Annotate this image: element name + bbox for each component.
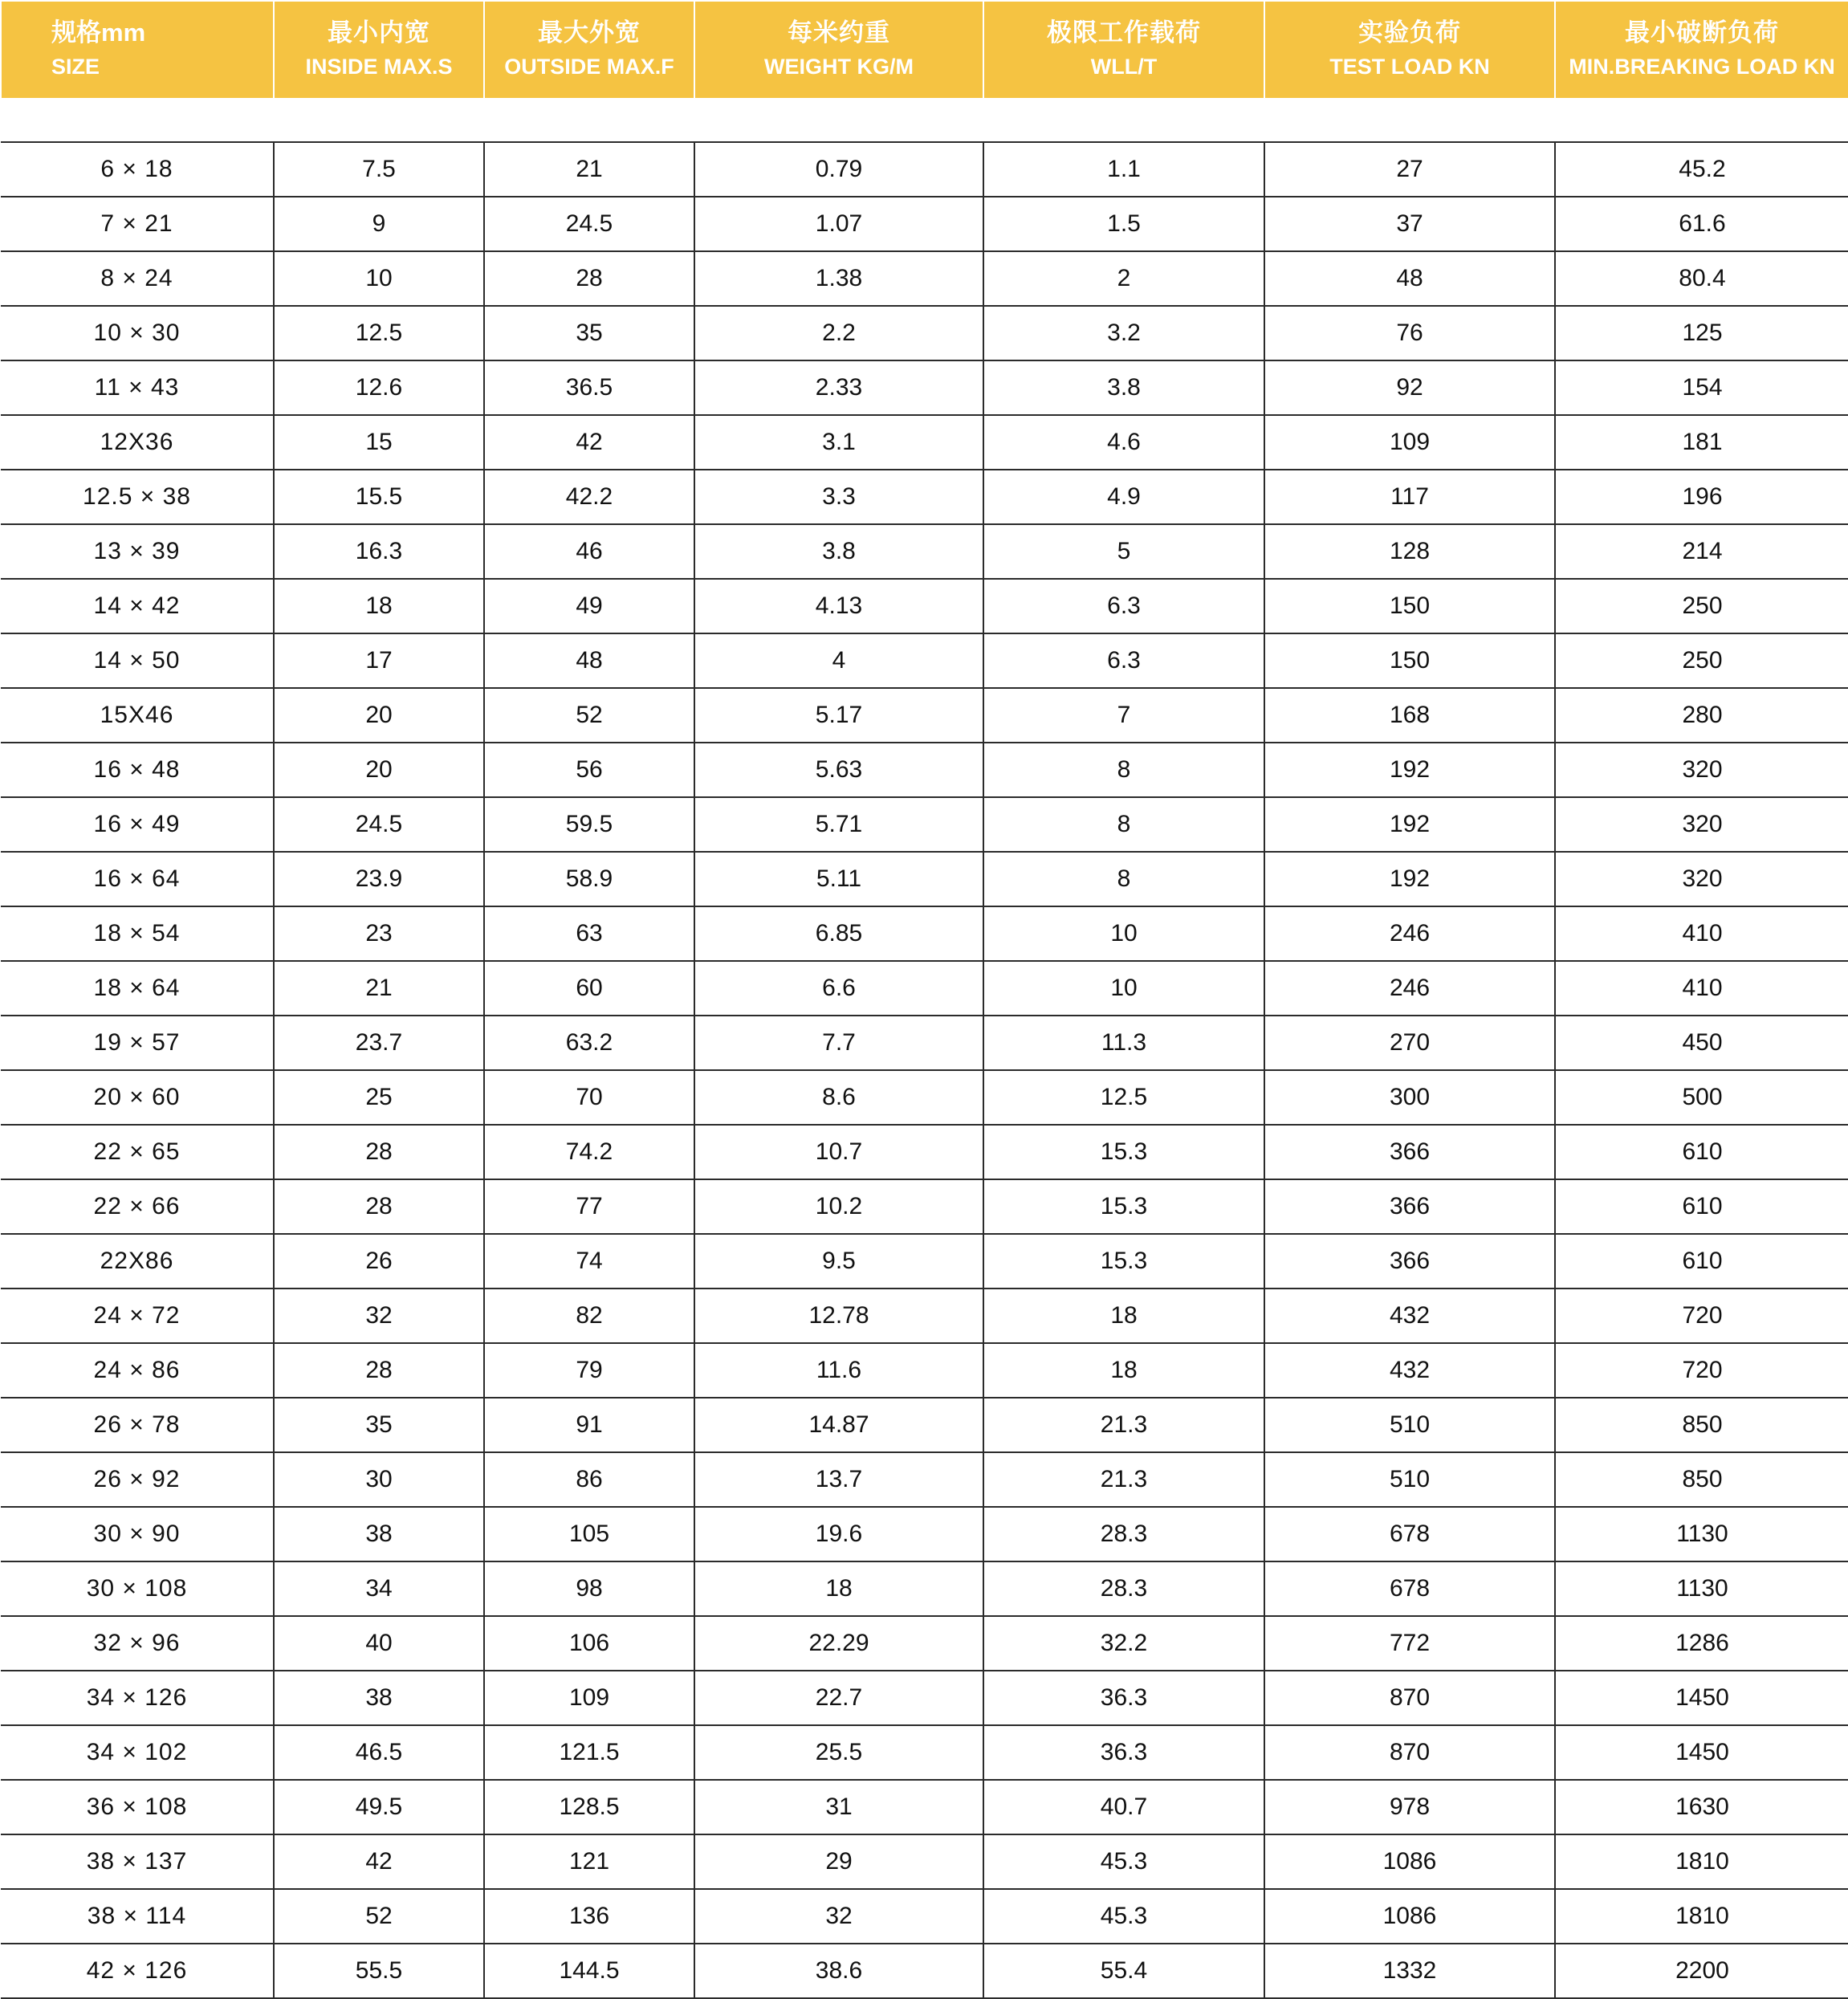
cell-inside-width: 7.5 xyxy=(274,142,484,197)
column-header-test-load xyxy=(1264,1,1555,99)
cell-size: 32 × 96 xyxy=(1,1616,274,1671)
cell-breaking-load: 320 xyxy=(1555,852,1848,906)
cell-breaking-load: 1810 xyxy=(1555,1889,1848,1944)
table-row xyxy=(1,1452,1848,1507)
cell-size: 34 × 126 xyxy=(1,1671,274,1725)
cell-size: 16 × 49 xyxy=(1,797,274,852)
cell-wll: 11.3 xyxy=(983,1016,1264,1070)
cell-weight: 11.6 xyxy=(694,1343,983,1398)
cell-weight: 5.17 xyxy=(694,688,983,743)
cell-outside-width: 52 xyxy=(484,688,694,743)
table-row xyxy=(1,852,1848,906)
cell-breaking-load: 1450 xyxy=(1555,1671,1848,1725)
cell-size: 16 × 64 xyxy=(1,852,274,906)
cell-wll: 36.3 xyxy=(983,1671,1264,1725)
cell-test-load: 246 xyxy=(1264,906,1555,961)
cell-outside-width: 60 xyxy=(484,961,694,1016)
column-header-breaking-load-cn: 最小破断负荷 xyxy=(1625,18,1779,47)
cell-breaking-load: 196 xyxy=(1555,470,1848,524)
cell-wll: 32.2 xyxy=(983,1616,1264,1671)
cell-inside-width: 28 xyxy=(274,1343,484,1398)
table-row xyxy=(1,1070,1848,1125)
table-row xyxy=(1,197,1848,251)
cell-size: 11 × 43 xyxy=(1,360,274,415)
cell-outside-width: 36.5 xyxy=(484,360,694,415)
cell-size: 22 × 65 xyxy=(1,1125,274,1179)
cell-weight: 13.7 xyxy=(694,1452,983,1507)
header-row xyxy=(1,1,1848,99)
cell-inside-width: 15 xyxy=(274,415,484,470)
cell-inside-width: 16.3 xyxy=(274,524,484,579)
cell-breaking-load: 610 xyxy=(1555,1125,1848,1179)
cell-weight: 14.87 xyxy=(694,1398,983,1452)
cell-weight: 10.7 xyxy=(694,1125,983,1179)
cell-inside-width: 20 xyxy=(274,743,484,797)
cell-test-load: 432 xyxy=(1264,1343,1555,1398)
table-row xyxy=(1,1125,1848,1179)
cell-inside-width: 52 xyxy=(274,1889,484,1944)
table-header xyxy=(1,1,1848,99)
cell-wll: 28.3 xyxy=(983,1561,1264,1616)
cell-size: 14 × 42 xyxy=(1,579,274,633)
cell-test-load: 192 xyxy=(1264,852,1555,906)
table-row xyxy=(1,360,1848,415)
cell-breaking-load: 320 xyxy=(1555,797,1848,852)
cell-inside-width: 38 xyxy=(274,1507,484,1561)
cell-wll: 8 xyxy=(983,852,1264,906)
cell-wll: 36.3 xyxy=(983,1725,1264,1780)
cell-breaking-load: 1630 xyxy=(1555,1780,1848,1834)
cell-inside-width: 55.5 xyxy=(274,1944,484,1998)
cell-wll: 21.3 xyxy=(983,1452,1264,1507)
cell-outside-width: 42.2 xyxy=(484,470,694,524)
cell-wll: 6.3 xyxy=(983,579,1264,633)
cell-inside-width: 24.5 xyxy=(274,797,484,852)
cell-outside-width: 128.5 xyxy=(484,1780,694,1834)
cell-inside-width: 34 xyxy=(274,1561,484,1616)
cell-size: 18 × 64 xyxy=(1,961,274,1016)
column-header-weight-en: WEIGHT KG/M xyxy=(764,54,914,79)
cell-test-load: 870 xyxy=(1264,1725,1555,1780)
table-row xyxy=(1,524,1848,579)
table-body xyxy=(1,142,1848,1998)
cell-outside-width: 77 xyxy=(484,1179,694,1234)
cell-wll: 28.3 xyxy=(983,1507,1264,1561)
cell-outside-width: 121.5 xyxy=(484,1725,694,1780)
cell-outside-width: 35 xyxy=(484,306,694,360)
cell-breaking-load: 125 xyxy=(1555,306,1848,360)
cell-wll: 15.3 xyxy=(983,1125,1264,1179)
cell-test-load: 510 xyxy=(1264,1452,1555,1507)
column-header-wll-en: WLL/T xyxy=(1090,54,1158,79)
cell-weight: 5.63 xyxy=(694,743,983,797)
cell-breaking-load: 1286 xyxy=(1555,1616,1848,1671)
cell-breaking-load: 1810 xyxy=(1555,1834,1848,1889)
cell-size: 6 × 18 xyxy=(1,142,274,197)
cell-wll: 1.5 xyxy=(983,197,1264,251)
cell-wll: 4.9 xyxy=(983,470,1264,524)
cell-test-load: 510 xyxy=(1264,1398,1555,1452)
cell-outside-width: 79 xyxy=(484,1343,694,1398)
table-row xyxy=(1,688,1848,743)
column-header-wll xyxy=(983,1,1264,99)
cell-weight: 1.38 xyxy=(694,251,983,306)
cell-test-load: 117 xyxy=(1264,470,1555,524)
cell-wll: 8 xyxy=(983,797,1264,852)
cell-inside-width: 23 xyxy=(274,906,484,961)
cell-size: 38 × 114 xyxy=(1,1889,274,1944)
cell-wll: 8 xyxy=(983,743,1264,797)
table-row xyxy=(1,470,1848,524)
cell-size: 7 × 21 xyxy=(1,197,274,251)
cell-outside-width: 74 xyxy=(484,1234,694,1289)
cell-breaking-load: 850 xyxy=(1555,1398,1848,1452)
cell-outside-width: 48 xyxy=(484,633,694,688)
table-row xyxy=(1,1561,1848,1616)
table-row xyxy=(1,579,1848,633)
cell-inside-width: 38 xyxy=(274,1671,484,1725)
cell-breaking-load: 250 xyxy=(1555,633,1848,688)
column-header-inside-width-en: INSIDE MAX.S xyxy=(305,54,453,79)
cell-breaking-load: 850 xyxy=(1555,1452,1848,1507)
cell-test-load: 109 xyxy=(1264,415,1555,470)
column-header-size-cn: 规格mm xyxy=(51,18,146,47)
cell-inside-width: 28 xyxy=(274,1125,484,1179)
cell-size: 26 × 92 xyxy=(1,1452,274,1507)
cell-size: 16 × 48 xyxy=(1,743,274,797)
column-header-wll-cn: 极限工作载荷 xyxy=(1047,18,1201,47)
cell-inside-width: 46.5 xyxy=(274,1725,484,1780)
table-row xyxy=(1,251,1848,306)
cell-weight: 0.79 xyxy=(694,142,983,197)
table-row xyxy=(1,1179,1848,1234)
cell-wll: 7 xyxy=(983,688,1264,743)
cell-outside-width: 121 xyxy=(484,1834,694,1889)
cell-weight: 8.6 xyxy=(694,1070,983,1125)
cell-wll: 15.3 xyxy=(983,1234,1264,1289)
cell-outside-width: 74.2 xyxy=(484,1125,694,1179)
cell-inside-width: 40 xyxy=(274,1616,484,1671)
cell-weight: 4.13 xyxy=(694,579,983,633)
cell-size: 30 × 108 xyxy=(1,1561,274,1616)
cell-wll: 18 xyxy=(983,1289,1264,1343)
cell-weight: 38.6 xyxy=(694,1944,983,1998)
table-row xyxy=(1,743,1848,797)
column-header-size xyxy=(1,1,274,99)
cell-wll: 1.1 xyxy=(983,142,1264,197)
cell-breaking-load: 280 xyxy=(1555,688,1848,743)
cell-outside-width: 82 xyxy=(484,1289,694,1343)
cell-breaking-load: 410 xyxy=(1555,906,1848,961)
cell-wll: 2 xyxy=(983,251,1264,306)
cell-outside-width: 58.9 xyxy=(484,852,694,906)
cell-size: 14 × 50 xyxy=(1,633,274,688)
cell-wll: 3.2 xyxy=(983,306,1264,360)
cell-outside-width: 28 xyxy=(484,251,694,306)
cell-weight: 7.7 xyxy=(694,1016,983,1070)
cell-inside-width: 12.6 xyxy=(274,360,484,415)
cell-size: 12.5 × 38 xyxy=(1,470,274,524)
cell-test-load: 366 xyxy=(1264,1125,1555,1179)
column-header-breaking-load-en: MIN.BREAKING LOAD KN xyxy=(1569,54,1835,79)
cell-outside-width: 106 xyxy=(484,1616,694,1671)
cell-test-load: 1086 xyxy=(1264,1889,1555,1944)
cell-wll: 15.3 xyxy=(983,1179,1264,1234)
cell-inside-width: 20 xyxy=(274,688,484,743)
cell-breaking-load: 1450 xyxy=(1555,1725,1848,1780)
cell-size: 38 × 137 xyxy=(1,1834,274,1889)
cell-outside-width: 24.5 xyxy=(484,197,694,251)
cell-wll: 21.3 xyxy=(983,1398,1264,1452)
cell-size: 8 × 24 xyxy=(1,251,274,306)
cell-test-load: 366 xyxy=(1264,1234,1555,1289)
cell-wll: 10 xyxy=(983,961,1264,1016)
cell-weight: 3.1 xyxy=(694,415,983,470)
cell-breaking-load: 181 xyxy=(1555,415,1848,470)
table-row xyxy=(1,1616,1848,1671)
cell-weight: 3.3 xyxy=(694,470,983,524)
cell-wll: 12.5 xyxy=(983,1070,1264,1125)
cell-size: 22 × 66 xyxy=(1,1179,274,1234)
cell-size: 42 × 126 xyxy=(1,1944,274,1998)
cell-size: 30 × 90 xyxy=(1,1507,274,1561)
cell-weight: 5.71 xyxy=(694,797,983,852)
cell-weight: 19.6 xyxy=(694,1507,983,1561)
cell-inside-width: 23.9 xyxy=(274,852,484,906)
cell-weight: 4 xyxy=(694,633,983,688)
cell-wll: 3.8 xyxy=(983,360,1264,415)
cell-outside-width: 59.5 xyxy=(484,797,694,852)
cell-size: 13 × 39 xyxy=(1,524,274,579)
cell-test-load: 870 xyxy=(1264,1671,1555,1725)
cell-inside-width: 10 xyxy=(274,251,484,306)
cell-size: 34 × 102 xyxy=(1,1725,274,1780)
cell-inside-width: 35 xyxy=(274,1398,484,1452)
cell-test-load: 366 xyxy=(1264,1179,1555,1234)
table-row xyxy=(1,1289,1848,1343)
cell-outside-width: 21 xyxy=(484,142,694,197)
column-header-breaking-load xyxy=(1555,1,1848,99)
cell-breaking-load: 214 xyxy=(1555,524,1848,579)
cell-weight: 9.5 xyxy=(694,1234,983,1289)
cell-size: 15X46 xyxy=(1,688,274,743)
cell-test-load: 27 xyxy=(1264,142,1555,197)
spacer-row xyxy=(1,99,1848,142)
cell-test-load: 192 xyxy=(1264,797,1555,852)
cell-weight: 5.11 xyxy=(694,852,983,906)
cell-breaking-load: 500 xyxy=(1555,1070,1848,1125)
cell-test-load: 270 xyxy=(1264,1016,1555,1070)
cell-breaking-load: 410 xyxy=(1555,961,1848,1016)
cell-weight: 22.29 xyxy=(694,1616,983,1671)
column-header-test-load-cn: 实验负荷 xyxy=(1358,18,1461,47)
table-row xyxy=(1,1343,1848,1398)
cell-size: 26 × 78 xyxy=(1,1398,274,1452)
cell-breaking-load: 2200 xyxy=(1555,1944,1848,1998)
cell-weight: 2.33 xyxy=(694,360,983,415)
cell-size: 20 × 60 xyxy=(1,1070,274,1125)
cell-outside-width: 63.2 xyxy=(484,1016,694,1070)
table-row xyxy=(1,1725,1848,1780)
cell-test-load: 76 xyxy=(1264,306,1555,360)
cell-breaking-load: 154 xyxy=(1555,360,1848,415)
cell-wll: 6.3 xyxy=(983,633,1264,688)
cell-inside-width: 26 xyxy=(274,1234,484,1289)
table-row xyxy=(1,1944,1848,1998)
cell-outside-width: 105 xyxy=(484,1507,694,1561)
cell-inside-width: 42 xyxy=(274,1834,484,1889)
table-row xyxy=(1,415,1848,470)
cell-weight: 10.2 xyxy=(694,1179,983,1234)
cell-test-load: 772 xyxy=(1264,1616,1555,1671)
cell-inside-width: 23.7 xyxy=(274,1016,484,1070)
table-row xyxy=(1,1234,1848,1289)
cell-inside-width: 17 xyxy=(274,633,484,688)
cell-outside-width: 98 xyxy=(484,1561,694,1616)
table-row xyxy=(1,633,1848,688)
cell-outside-width: 42 xyxy=(484,415,694,470)
column-header-inside-width-cn: 最小内宽 xyxy=(328,18,430,47)
cell-test-load: 168 xyxy=(1264,688,1555,743)
cell-breaking-load: 1130 xyxy=(1555,1507,1848,1561)
cell-weight: 12.78 xyxy=(694,1289,983,1343)
cell-wll: 5 xyxy=(983,524,1264,579)
table-row xyxy=(1,961,1848,1016)
cell-breaking-load: 720 xyxy=(1555,1289,1848,1343)
cell-inside-width: 49.5 xyxy=(274,1780,484,1834)
cell-outside-width: 109 xyxy=(484,1671,694,1725)
cell-wll: 55.4 xyxy=(983,1944,1264,1998)
cell-test-load: 432 xyxy=(1264,1289,1555,1343)
cell-inside-width: 30 xyxy=(274,1452,484,1507)
table-row xyxy=(1,1889,1848,1944)
table-row xyxy=(1,1780,1848,1834)
cell-test-load: 150 xyxy=(1264,633,1555,688)
cell-test-load: 37 xyxy=(1264,197,1555,251)
cell-wll: 4.6 xyxy=(983,415,1264,470)
cell-weight: 32 xyxy=(694,1889,983,1944)
cell-weight: 18 xyxy=(694,1561,983,1616)
cell-wll: 40.7 xyxy=(983,1780,1264,1834)
cell-test-load: 678 xyxy=(1264,1507,1555,1561)
cell-breaking-load: 610 xyxy=(1555,1179,1848,1234)
cell-weight: 1.07 xyxy=(694,197,983,251)
table-row xyxy=(1,1398,1848,1452)
cell-breaking-load: 250 xyxy=(1555,579,1848,633)
cell-test-load: 978 xyxy=(1264,1780,1555,1834)
cell-outside-width: 46 xyxy=(484,524,694,579)
cell-test-load: 678 xyxy=(1264,1561,1555,1616)
cell-weight: 6.85 xyxy=(694,906,983,961)
table-row xyxy=(1,306,1848,360)
column-header-weight xyxy=(694,1,983,99)
column-header-weight-cn: 每米约重 xyxy=(788,18,890,47)
table-row xyxy=(1,797,1848,852)
table-row xyxy=(1,1671,1848,1725)
cell-wll: 45.3 xyxy=(983,1889,1264,1944)
cell-size: 19 × 57 xyxy=(1,1016,274,1070)
cell-breaking-load: 61.6 xyxy=(1555,197,1848,251)
cell-weight: 6.6 xyxy=(694,961,983,1016)
cell-weight: 3.8 xyxy=(694,524,983,579)
cell-weight: 2.2 xyxy=(694,306,983,360)
cell-test-load: 246 xyxy=(1264,961,1555,1016)
cell-outside-width: 63 xyxy=(484,906,694,961)
cell-inside-width: 18 xyxy=(274,579,484,633)
header-body-spacer xyxy=(1,99,1848,142)
cell-outside-width: 56 xyxy=(484,743,694,797)
cell-inside-width: 28 xyxy=(274,1179,484,1234)
column-header-outside-width xyxy=(484,1,694,99)
column-header-test-load-en: TEST LOAD KN xyxy=(1329,54,1490,79)
cell-breaking-load: 80.4 xyxy=(1555,251,1848,306)
cell-breaking-load: 1130 xyxy=(1555,1561,1848,1616)
column-header-outside-width-en: OUTSIDE MAX.F xyxy=(504,54,674,79)
table-row xyxy=(1,1507,1848,1561)
cell-weight: 31 xyxy=(694,1780,983,1834)
cell-test-load: 300 xyxy=(1264,1070,1555,1125)
cell-size: 10 × 30 xyxy=(1,306,274,360)
cell-breaking-load: 720 xyxy=(1555,1343,1848,1398)
column-header-outside-width-cn: 最大外宽 xyxy=(538,18,641,47)
cell-inside-width: 21 xyxy=(274,961,484,1016)
cell-outside-width: 70 xyxy=(484,1070,694,1125)
cell-breaking-load: 45.2 xyxy=(1555,142,1848,197)
cell-inside-width: 9 xyxy=(274,197,484,251)
cell-breaking-load: 610 xyxy=(1555,1234,1848,1289)
cell-inside-width: 15.5 xyxy=(274,470,484,524)
cell-test-load: 48 xyxy=(1264,251,1555,306)
cell-size: 24 × 86 xyxy=(1,1343,274,1398)
table-row xyxy=(1,1016,1848,1070)
cell-outside-width: 136 xyxy=(484,1889,694,1944)
column-header-inside-width xyxy=(274,1,484,99)
cell-wll: 18 xyxy=(983,1343,1264,1398)
cell-size: 22X86 xyxy=(1,1234,274,1289)
cell-inside-width: 25 xyxy=(274,1070,484,1125)
cell-test-load: 1086 xyxy=(1264,1834,1555,1889)
column-header-size-en: SIZE xyxy=(51,54,100,79)
cell-outside-width: 49 xyxy=(484,579,694,633)
cell-size: 18 × 54 xyxy=(1,906,274,961)
cell-breaking-load: 320 xyxy=(1555,743,1848,797)
table-row xyxy=(1,1834,1848,1889)
table-row xyxy=(1,142,1848,197)
cell-weight: 29 xyxy=(694,1834,983,1889)
cell-weight: 22.7 xyxy=(694,1671,983,1725)
cell-size: 12X36 xyxy=(1,415,274,470)
cell-inside-width: 12.5 xyxy=(274,306,484,360)
cell-test-load: 150 xyxy=(1264,579,1555,633)
cell-test-load: 192 xyxy=(1264,743,1555,797)
cell-outside-width: 91 xyxy=(484,1398,694,1452)
cell-wll: 10 xyxy=(983,906,1264,961)
cell-weight: 25.5 xyxy=(694,1725,983,1780)
table-row xyxy=(1,906,1848,961)
cell-size: 36 × 108 xyxy=(1,1780,274,1834)
cell-outside-width: 86 xyxy=(484,1452,694,1507)
cell-breaking-load: 450 xyxy=(1555,1016,1848,1070)
cell-wll: 45.3 xyxy=(983,1834,1264,1889)
cell-test-load: 1332 xyxy=(1264,1944,1555,1998)
cell-outside-width: 144.5 xyxy=(484,1944,694,1998)
cell-inside-width: 32 xyxy=(274,1289,484,1343)
cell-size: 24 × 72 xyxy=(1,1289,274,1343)
cell-test-load: 92 xyxy=(1264,360,1555,415)
cell-test-load: 128 xyxy=(1264,524,1555,579)
